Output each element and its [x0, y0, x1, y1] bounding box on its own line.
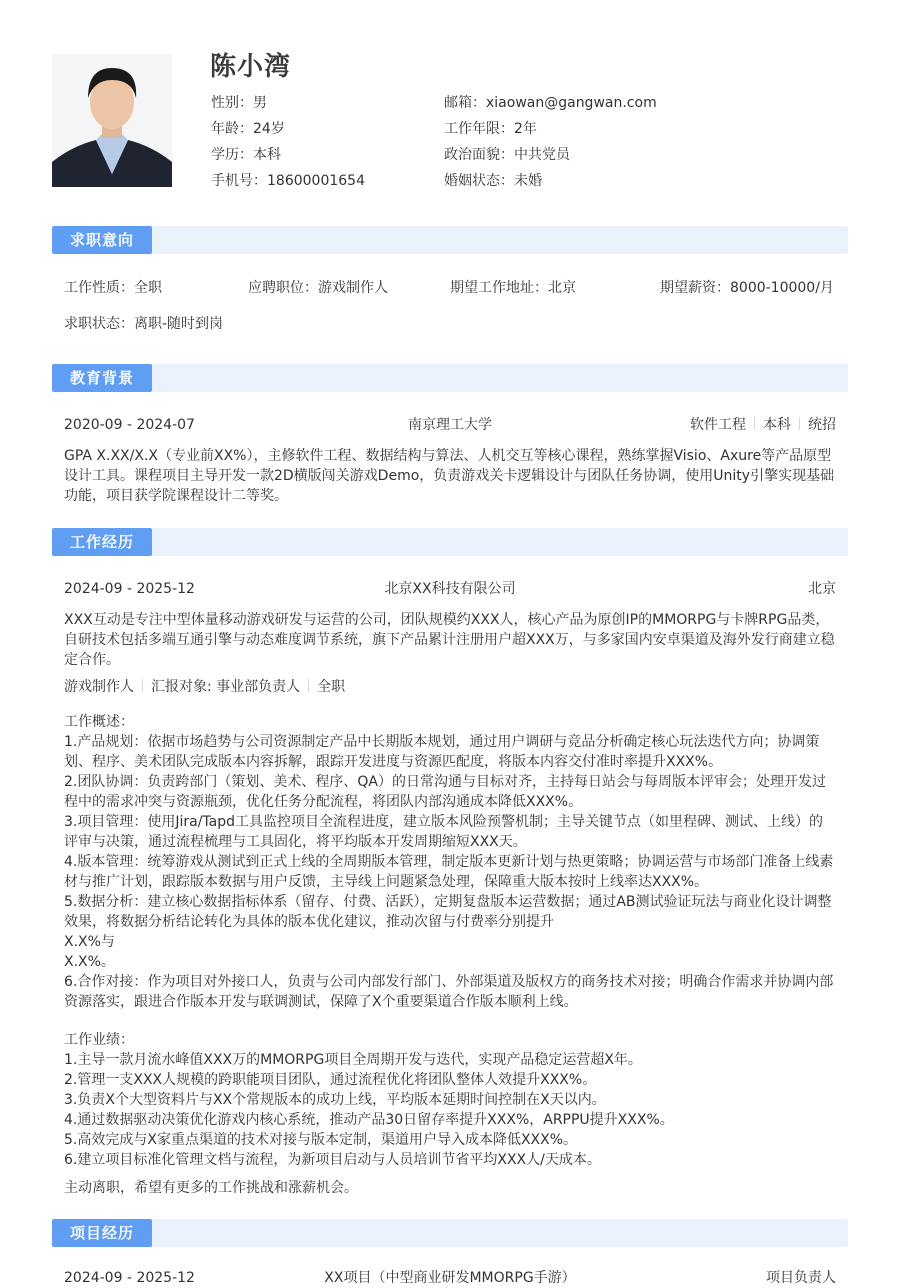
company-description: XXX互动是专注中型体量移动游戏研发与运营的公司，团队规模约XXX人，核心产品为原创IP的MMORPG与卡牌RPG品类，自研技术包括多端互通引擎与动态难度调节系统，旗下产品累计注册用户超XXX万，与多家国内安卓渠道及海外发行商建立稳定合作。: [64, 612, 835, 668]
education-level-field: 学历：本科: [211, 147, 281, 163]
company-name: 北京XX科技有限公司: [384, 581, 516, 597]
profile-photo: [52, 54, 172, 187]
section-title: 项目经历: [52, 1219, 152, 1247]
age-field: 年龄：24岁: [211, 121, 285, 137]
education-tags: 软件工程 本科 统招: [690, 417, 836, 433]
project-role: 项目负责人: [766, 1270, 836, 1286]
position-field: 应聘职位：游戏制作人: [248, 280, 388, 296]
gender-field: 性别：男: [211, 95, 267, 111]
work-overview: 工作概述： 1.产品规划：依据市场趋势与公司资源制定产品中长期版本规划，通过用户调研与竞品分析确定核心玩法迭代方向；协调策划、程序、美术团队完成版本内容拆解，跟踪开发进度与资源匹配度，将版本内容交付准时率提升XXX%。 2.团队协调：负责跨部门（策划、美术、程序、QA）的日常沟通与目标对齐，主持每日站会与每周版本评审会；处理开发过程中的需求冲突与资源瓶颈，优化任务分配流程，将团队内部沟通成本降低XXX%。 3.项目管理：使用Jira/Tapd工具监控项目全流程进度，建立版本风险预警机制；主导关键节点（如里程碑、测试、上线）的评审与决策，通过流程梳理与工具固化，将平均版本开发周期缩短XXX天。 4.版本管理：统筹游戏从测试到正式上线的全周期版本管理，制定版本更新计划与热更策略；协调运营与市场部门准备上线素材与推广计划，跟踪版本数据与用户反馈，主导线上问题紧急处理，保障重大版本按时上线率达XXX%。 5.数据分析：建立核心数据指标体系（留存、付费、活跃），定期复盘版本运营数据；通过AB测试验证玩法与商业化设计调整效果，将数据分析结论转化为具体的版本优化建议，推动次留与付费率分别提升 X.X%与 X.X%。 6.合作对接：作为项目对外接口人，负责与公司内部发行部门、外部渠道及版权方的商务技术对接；明确合作需求并协调内部资源落实，跟进合作版本开发与联调测试，保障了X个重要渠道合作版本顺利上线。: [64, 714, 834, 1010]
work-period: 2024-09 - 2025-12: [64, 581, 195, 597]
school-name: 南京理工大学: [408, 417, 492, 433]
section-header-project: [52, 1219, 848, 1247]
salary-field: 期望薪资：8000-10000/月: [660, 280, 834, 296]
section-header-education: [52, 364, 848, 392]
education-row: [64, 415, 836, 435]
basic-info-left: [211, 90, 365, 194]
job-type-field: 工作性质：全职: [64, 280, 162, 296]
candidate-name: 陈小湾: [210, 52, 292, 82]
section-header-work: [52, 528, 848, 556]
job-status-field: 求职状态：离职-随时到岗: [64, 316, 224, 332]
education-period: 2020-09 - 2024-07: [64, 417, 195, 433]
basic-info-right: [444, 90, 657, 194]
email-field: 邮箱：xiaowan@gangwan.com: [444, 95, 657, 111]
work-row: [64, 579, 836, 599]
education-description: GPA X.XX/X.X（专业前XX%），主修软件工程、数据结构与算法、人机交互等核心课程，熟练掌握Visio、Axure等产品原型设计工具。课程项目主导开发一款2D横版闯关游戏Demo，负责游戏关卡逻辑设计与团队任务协调，使用Unity引擎实现基础功能，项目获学院课程设计二等奖。: [64, 448, 835, 504]
political-status-field: 政治面貌：中共党员: [444, 147, 570, 163]
section-title: 工作经历: [52, 528, 152, 556]
leave-reason: 主动离职，希望有更多的工作挑战和涨薪机会。: [64, 1180, 358, 1196]
project-name: XX项目（中型商业研发MMORPG手游）: [324, 1270, 576, 1286]
work-years-field: 工作年限：2年: [444, 121, 537, 137]
marital-status-field: 婚姻状态：未婚: [444, 173, 542, 189]
work-city: 北京: [808, 581, 836, 597]
section-header-intent: [52, 226, 848, 254]
work-tags: 游戏制作人 汇报对象: 事业部负责人 全职: [64, 679, 346, 695]
work-achievements: 工作业绩： 1.主导一款月流水峰值XXX万的MMORPG项目全周期开发与迭代，实现产品稳定运营超X年。 2.管理一支XXX人规模的跨职能项目团队，通过流程优化将团队整体人效提升XXX%。 3.负责X个大型资料片与XX个常规版本的成功上线，平均版本延期时间控制在X天以内。 4.通过数据驱动决策优化游戏内核心系统，推动产品30日留存率提升XXX%，ARPPU提升XXX%。 5.高效完成与X家重点渠道的技术对接与版本定制，渠道用户导入成本降低XXX%。 6.建立项目标准化管理文档与流程，为新项目启动与人员培训节省平均XXX人/天成本。: [64, 1032, 674, 1168]
phone-field: 手机号：18600001654: [211, 173, 365, 189]
project-period: 2024-09 - 2025-12: [64, 1270, 195, 1286]
location-field: 期望工作地址：北京: [450, 280, 576, 296]
project-row: [64, 1268, 836, 1288]
section-title: 教育背景: [52, 364, 152, 392]
section-title: 求职意向: [52, 226, 152, 254]
